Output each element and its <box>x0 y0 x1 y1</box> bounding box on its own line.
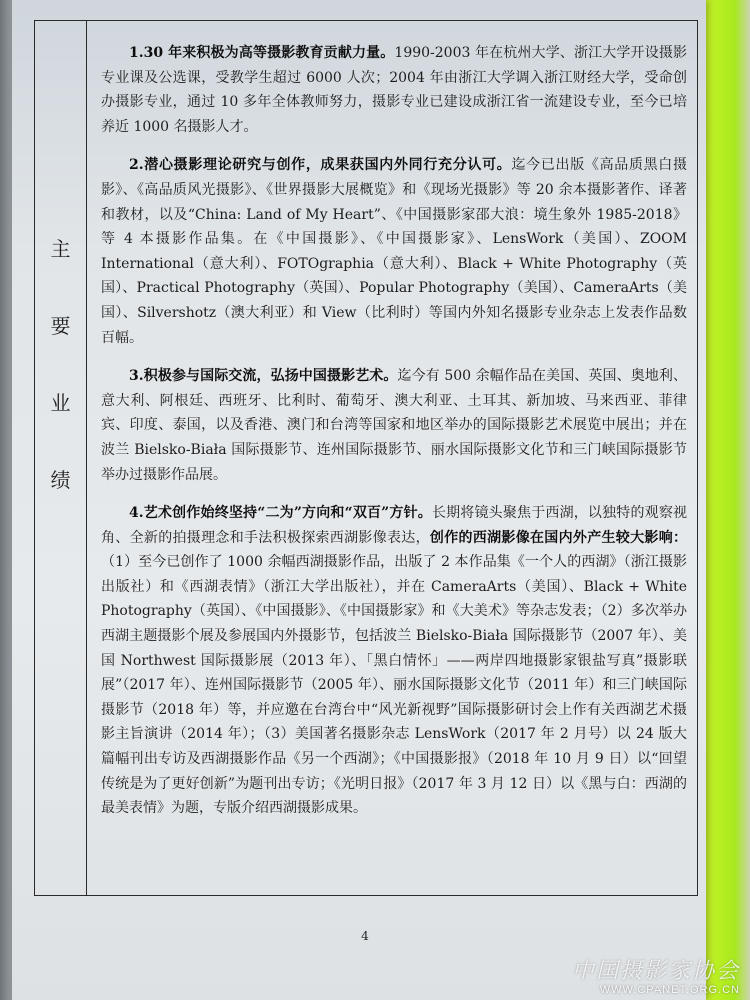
side-label-char: 绩 <box>50 468 71 492</box>
paragraph-3 <box>101 364 687 487</box>
paragraph-heading: 1.30 年来积极为高等摄影教育贡献力量。 <box>129 45 395 61</box>
watermark-name: 中国摄影家协会 <box>571 959 740 984</box>
paragraph-heading: 4.艺术创作始终坚持“二为”方向和“双百”方针。 <box>129 505 432 522</box>
document-page <box>12 0 706 1000</box>
paragraph-text: 1990-2003 年在杭州大学、浙江大学开设摄影专业课及公选课，受教学生超过 6000 人次；2004 年由浙江大学调入浙江财经大学，受命创办摄影专业，通过 10 多年全体教师努力，摄影专业已建设成浙江省一流建设专业，至今已培养近 1000 名摄影人才。 <box>101 45 687 135</box>
paragraph-1 <box>101 41 687 139</box>
side-label-char: 要 <box>50 314 71 338</box>
page-number: 4 <box>361 929 369 943</box>
form-table <box>34 20 698 896</box>
side-label <box>35 211 86 519</box>
paragraph-text: （1）至今已创作了 1000 余幅西湖摄影作品，出版了 2 本作品集《一个人的西湖》（浙江摄影出版社）和《西湖表情》（浙江大学出版社），并在 CameraArts（美国）、Black + White Photography（英国）、《中国摄影》、《中国摄影家》和《大美术》等杂志发表；（2）多次举办西湖主题摄影个展及参展国内外摄影节，包括波兰 Bielsko-Biała 国际摄影节（2007 年）、美国 Northwest 国际摄影展（2013 年）、「黑白情怀」——两岸四地摄影家银盐写真”摄影联展”（2017 年）、连州国际摄影节（2005 年）、丽水国际摄影文化节（2011 年）和三门峡国际摄影节（2018 年）等，并应邀在台湾台中“风光新视野”国际摄影研讨会上作有关西湖艺术摄影主旨演讲（2014 年）；（3）美国著名摄影杂志 LensWork（2017 年 2 月号）以 24 版大篇幅刊出专访及西湖摄影作品《另一个西湖》；《中国摄影报》（2018 年 10 月 9 日）以“回望传统是为了更好创新”为题刊出专访；《光明日报》（2017 年 3 月 12 日）以《黑与白：西湖的最美表情》为题，专版介绍西湖摄影成果。 <box>101 554 687 817</box>
watermark-url: WWW.CPANET.ORG.CN <box>599 984 740 996</box>
folder-edge <box>700 0 750 1000</box>
paragraph-4 <box>101 501 687 821</box>
paragraph-heading: 2.潜心摄影理论研究与创作，成果获国内外同行充分认可。 <box>129 157 512 174</box>
achievements-content <box>101 41 687 835</box>
paragraph-highlight: 创作的西湖影像在国内外产生较大影响： <box>429 529 688 546</box>
paragraph-text: 迄今有 500 余幅作品在美国、英国、奥地利、意大利、阿根廷、西班牙、比利时、葡萄牙、澳大利亚、土耳其、新加坡、马来西亚、菲律宾、印度、泰国，以及香港、澳门和台湾等国家和地区举办的国际摄影艺术展览中展出；并在波兰 Bielsko-Biała 国际摄影节、连州国际摄影节、丽水国际摄影文化节和三门峡国际摄影节举办过摄影作品展。 <box>101 368 687 483</box>
paragraph-heading: 3.积极参与国际交流，弘扬中国摄影艺术。 <box>129 368 398 385</box>
side-label-char: 主 <box>50 237 71 261</box>
watermark <box>554 952 744 996</box>
paragraph-text: 长期将镜头聚焦于西湖，以独特的观察视角、全新的拍摄理念和手法积极探索西湖影像表达， <box>101 505 688 546</box>
column-divider <box>86 21 87 895</box>
paragraph-text: 迄今已出版《高品质黑白摄影》、《高品质风光摄影》、《世界摄影大展概览》和《现场光摄影》等 20 余本摄影著作、译著和教材，以及“China: Land of My Heart”、《中国摄影家邵大浪：境生象外 1985-2018》等 4 本摄影作品集。在《中国摄影》、《中国摄影家》、LensWork（美国）、ZOOM International（意大利）、FOTOgraphia（意大利）、Black + White Photography（英国）、Practical Photography（英国）、Popular Photography（美国）、CameraArts（美国）、Silvershotz（澳大利亚）和 View（比利时）等国内外知名摄影专业杂志上发表作品数百幅。 <box>101 157 687 346</box>
side-label-char: 业 <box>50 391 71 415</box>
paragraph-2 <box>101 153 687 350</box>
